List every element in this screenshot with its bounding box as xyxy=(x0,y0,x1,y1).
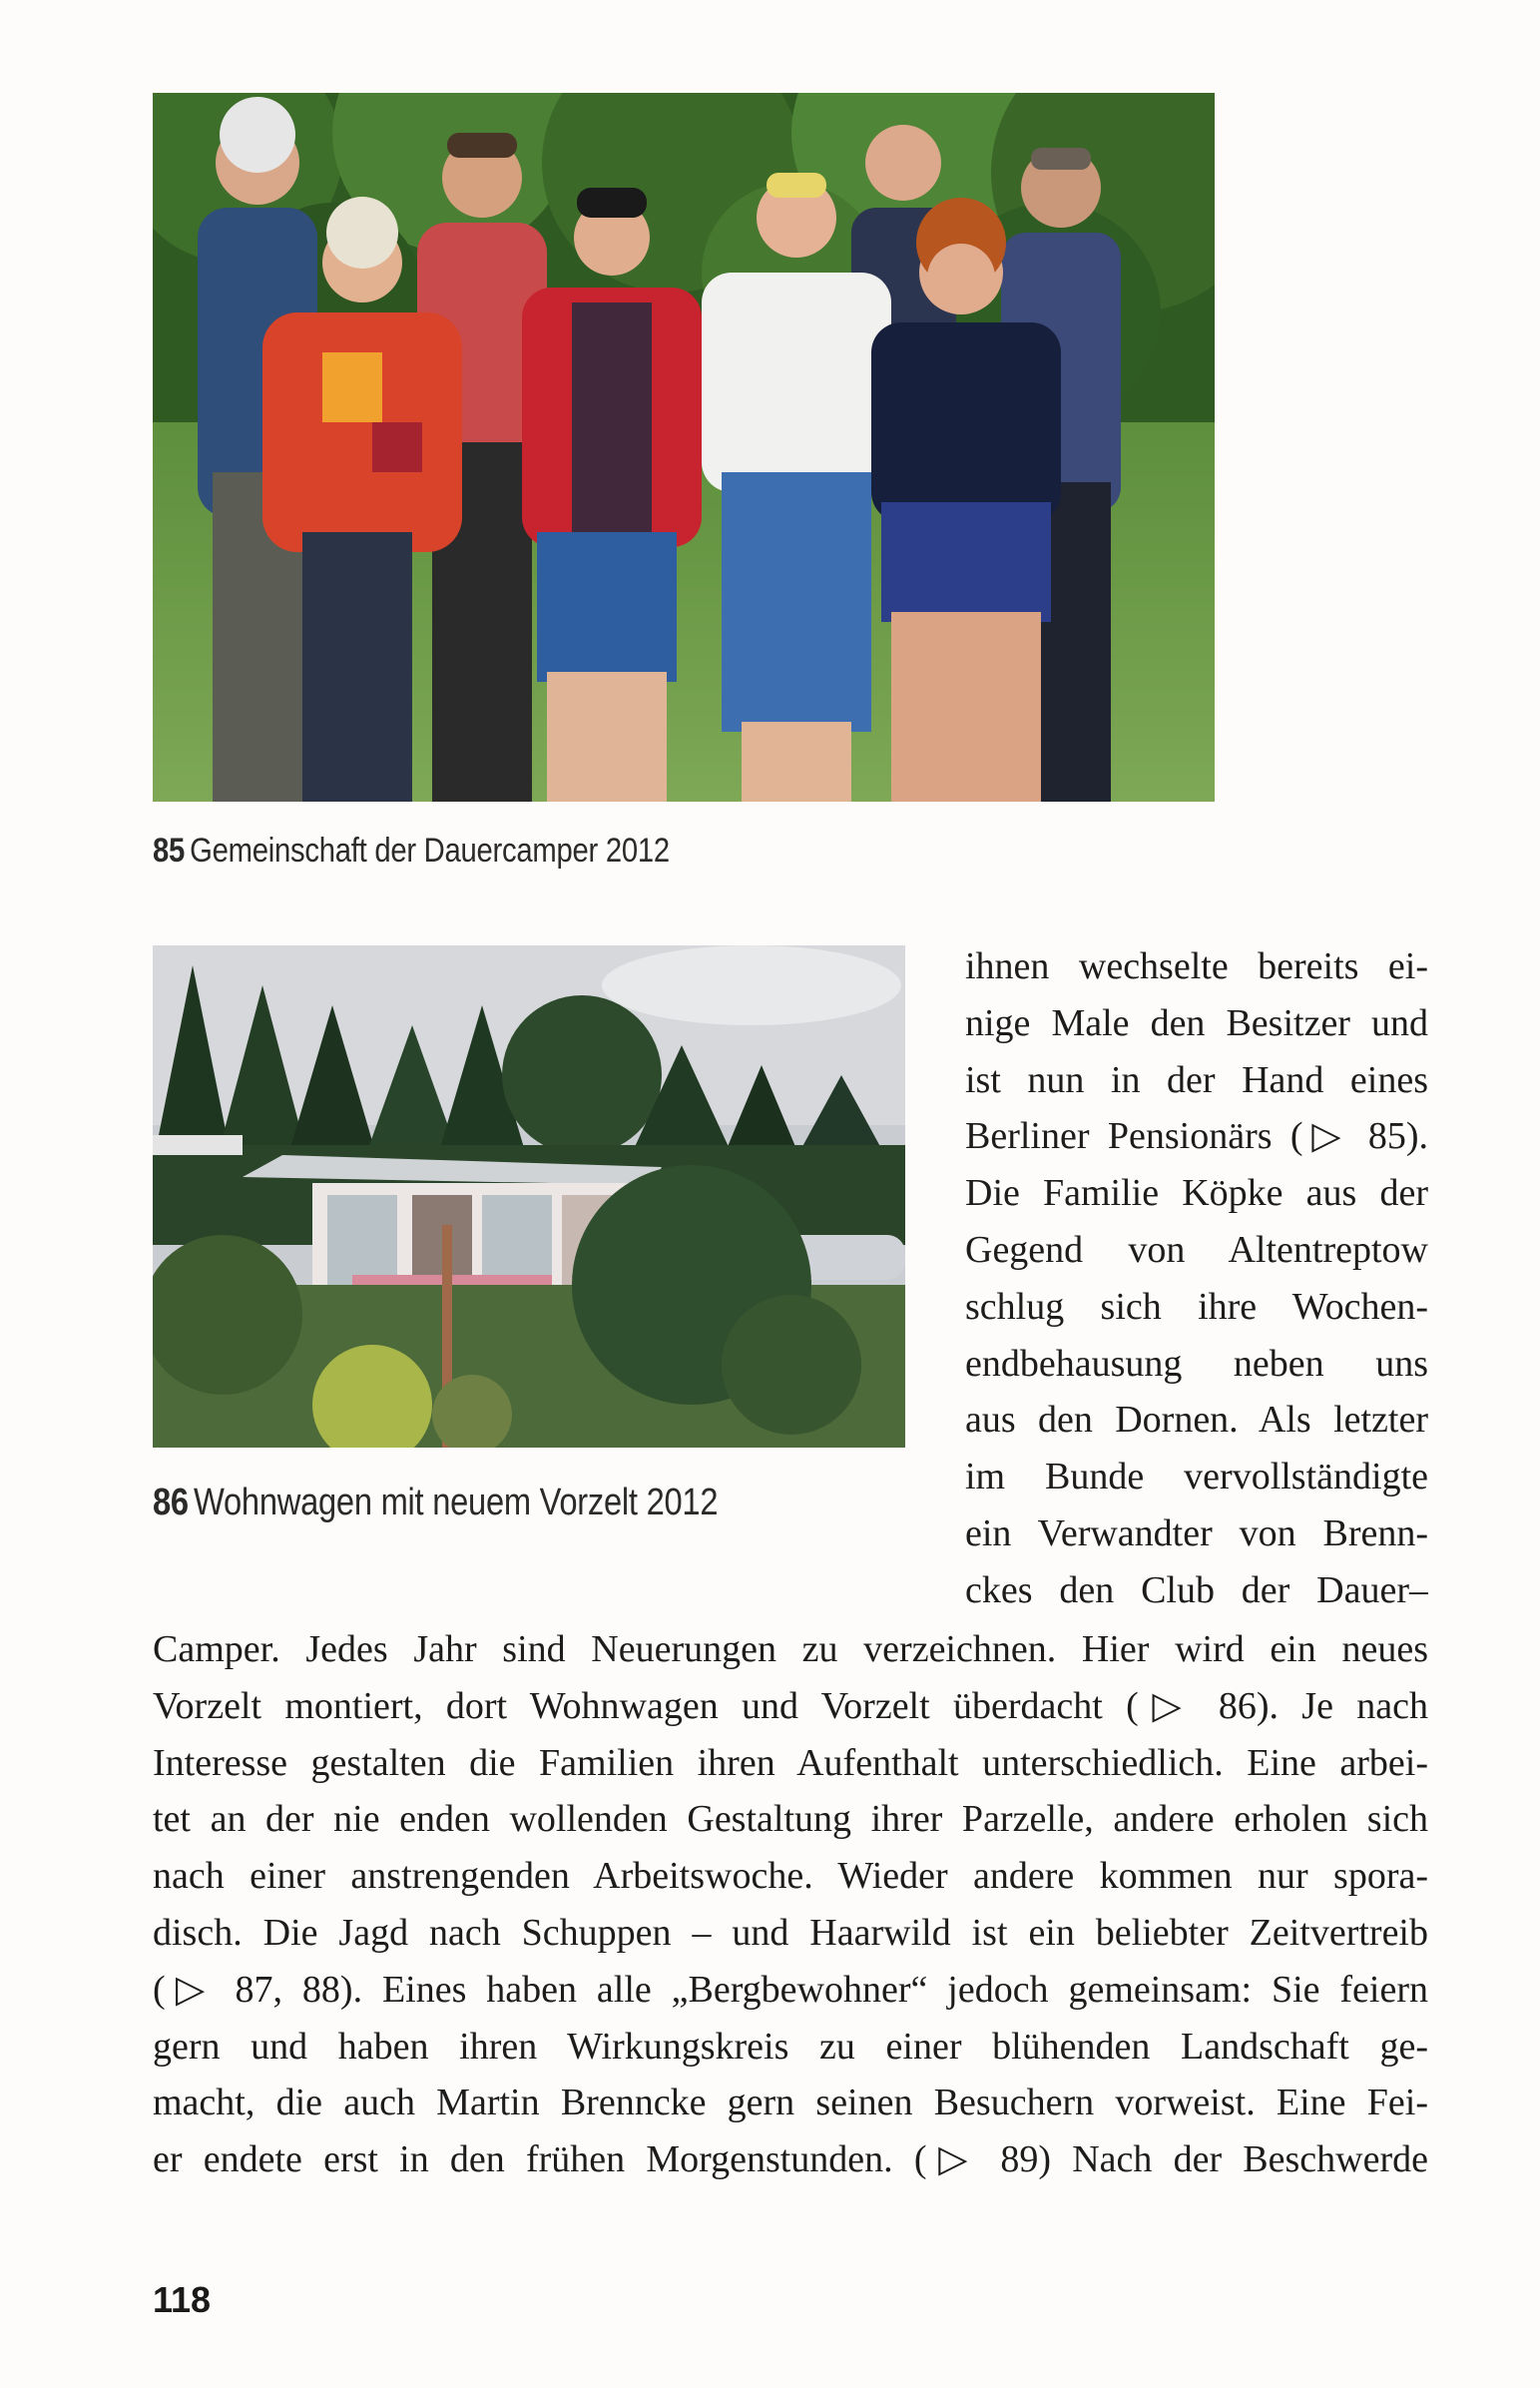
text-line: (▷ 87, 88). Eines haben alle „Bergbewohner“ jedoch gemeinsam: Sie feiern xyxy=(153,1968,1428,2011)
page-number: 118 xyxy=(153,2279,212,2320)
group-photo-illustration xyxy=(153,93,1215,802)
text-line: aus den Dornen. Als letzter xyxy=(965,1399,1428,1442)
body-text xyxy=(153,1621,1428,2188)
caravan-photo-illustration xyxy=(153,945,905,1448)
text-line: Berliner Pensionärs (▷ 85). xyxy=(965,1115,1428,1158)
group-photo xyxy=(153,93,1215,802)
figure-85-number: 85 xyxy=(153,832,186,870)
text-line: disch. Die Jagd nach Schuppen – und Haarwild ist ein beliebter Zeitvertreib xyxy=(153,1911,1428,1954)
text-line: ckes den Club der Dauer– xyxy=(965,1568,1428,1611)
text-line: ist nun in der Hand eines xyxy=(965,1058,1428,1101)
figure-86-number: 86 xyxy=(153,1482,189,1523)
text-line: Vorzelt montiert, dort Wohnwagen und Vorzelt überdacht (▷ 86). Je nach xyxy=(153,1684,1428,1727)
text-line: ihnen wechselte bereits ei- xyxy=(965,945,1428,987)
text-line: schlug sich ihre Wochen- xyxy=(965,1285,1428,1328)
column-text xyxy=(965,938,1428,1619)
figure-86-caption-text: Wohnwagen mit neuem Vorzelt 2012 xyxy=(193,1482,719,1523)
text-line: Gegend von Altentreptow xyxy=(965,1228,1428,1271)
text-line: ein Verwandter von Brenn- xyxy=(965,1511,1428,1554)
text-line: Die Familie Köpke aus der xyxy=(965,1172,1428,1215)
text-line: macht, die auch Martin Brenncke gern seinen Besuchern vorweist. Eine Fei- xyxy=(153,2082,1428,2124)
figure-85-caption-text: Gemeinschaft der Dauercamper 2012 xyxy=(190,832,670,870)
text-line: endbehausung neben uns xyxy=(965,1342,1428,1385)
text-line: im Bunde vervollständigte xyxy=(965,1456,1428,1498)
text-line: nige Male den Besitzer und xyxy=(965,1001,1428,1044)
text-line: Interesse gestalten die Familien ihren Aufenthalt unterschiedlich. Eine arbei- xyxy=(153,1741,1428,1784)
figure-86-caption xyxy=(153,1482,718,1524)
text-line: nach einer anstrengenden Arbeitswoche. Wieder andere kommen nur spora- xyxy=(153,1855,1428,1898)
text-line: tet an der nie enden wollenden Gestaltung ihrer Parzelle, andere erholen sich xyxy=(153,1798,1428,1841)
text-line: er endete erst in den frühen Morgenstunden. (▷ 89) Nach der Beschwerde xyxy=(153,2138,1428,2181)
caravan-photo xyxy=(153,945,905,1448)
text-line: Camper. Jedes Jahr sind Neuerungen zu verzeichnen. Hier wird ein neues xyxy=(153,1628,1428,1670)
text-line: gern und haben ihren Wirkungskreis zu einer blühenden Landschaft ge- xyxy=(153,2025,1428,2068)
figure-85-caption xyxy=(153,832,670,871)
